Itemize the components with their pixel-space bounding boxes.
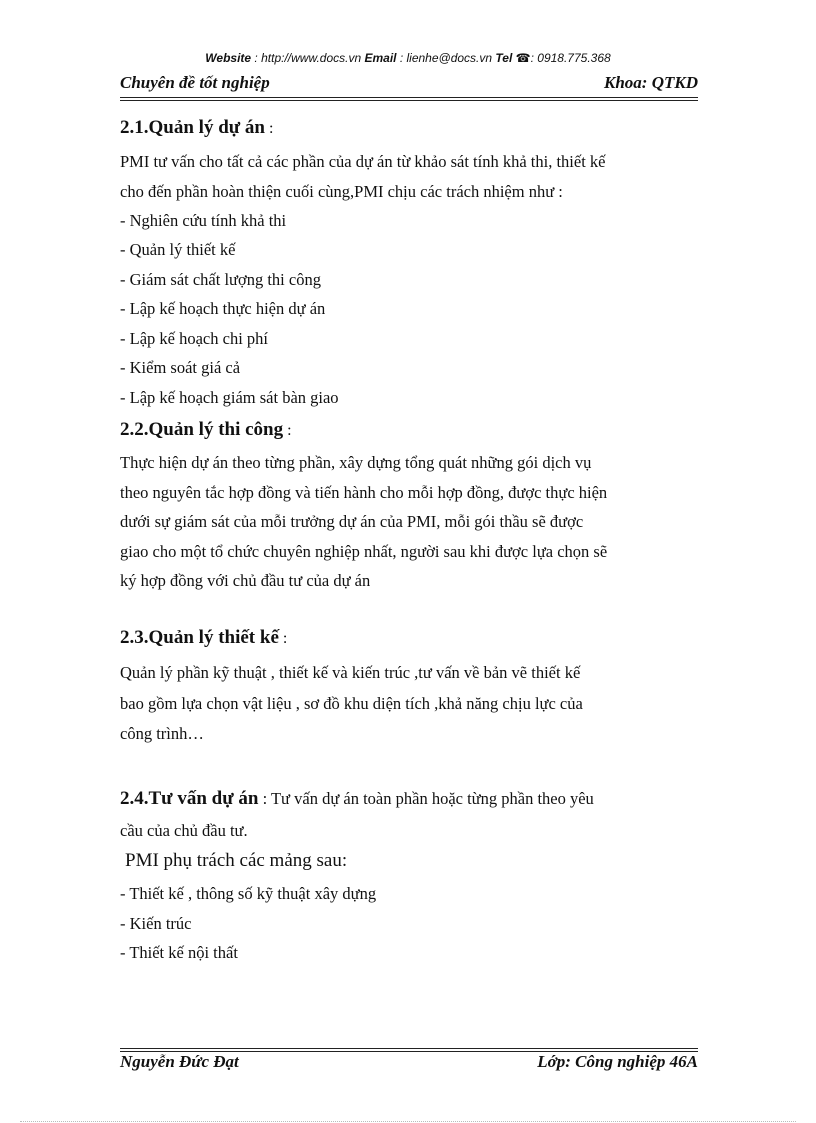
page-edge-dots — [20, 1121, 796, 1122]
paragraph-line: dưới sự giám sát của mỗi trưởng dự án của PMI, mỗi gói thầu sẽ được — [120, 512, 584, 531]
website-line — [0, 51, 816, 65]
section-heading-2-2: 2.2.Quản lý thi công : — [120, 419, 292, 440]
list-item: - Quản lý thiết kế — [120, 240, 236, 259]
section-heading-2-3: 2.3.Quản lý thiết kế : — [120, 627, 288, 648]
website-label: Website — [205, 51, 252, 65]
paragraph-line: Quản lý phần kỹ thuật , thiết kế và kiến trúc ,tư vấn về bản vẽ thiết kế — [120, 663, 581, 682]
paragraph-line: theo nguyên tắc hợp đồng và tiến hành cho mỗi hợp đồng, được thực hiện — [120, 483, 608, 502]
list-item: - Nghiên cứu tính khả thi — [120, 211, 287, 230]
footer-divider — [120, 1048, 698, 1049]
tel-label: Tel — [495, 51, 513, 65]
phone-icon: ☎ — [515, 51, 531, 65]
paragraph-line: giao cho một tổ chức chuyên nghiệp nhất, người sau khi được lựa chọn sẽ — [120, 542, 608, 561]
paragraph-line: PMI tư vấn cho tất cả các phần của dự án từ khảo sát tính khả thi, thiết kế — [120, 152, 606, 171]
list-item: - Thiết kế nội thất — [120, 943, 238, 962]
paragraph-line: bao gồm lựa chọn vật liệu , sơ đồ khu diện tích ,khả năng chịu lực của — [120, 694, 583, 713]
paragraph-line: Thực hiện dự án theo từng phần, xây dựng tổng quát những gói dịch vụ — [120, 453, 592, 472]
tel-number: : 0918.775.368 — [530, 51, 611, 65]
footer-author: Nguyễn Đức Đạt — [120, 1052, 239, 1071]
header-topic: Chuyên đề tốt nghiệp — [120, 73, 270, 92]
website-url[interactable]: : http://www.docs.vn — [251, 51, 365, 65]
paragraph-line: cho đến phần hoàn thiện cuối cùng,PMI chịu các trách nhiệm như : — [120, 182, 563, 201]
list-item: - Lập kế hoạch thực hiện dự án — [120, 299, 326, 318]
paragraph-line: cầu của chủ đầu tư. — [120, 821, 248, 840]
list-item: - Thiết kế , thông số kỹ thuật xây dựng — [120, 884, 377, 903]
paragraph-line: ký hợp đồng với chủ đầu tư của dự án — [120, 571, 371, 590]
header-faculty: Khoa: QTKD — [604, 73, 698, 92]
footer-class: Lớp: Công nghiệp 46A — [537, 1052, 698, 1071]
email-label: Email — [364, 51, 397, 65]
page-header — [120, 73, 698, 98]
list-item: - Kiểm soát giá cả — [120, 358, 241, 377]
list-item: - Lập kế hoạch giám sát bàn giao — [120, 388, 339, 407]
page-footer — [120, 1052, 698, 1076]
section-heading-2-1: 2.1.Quản lý dự án : — [120, 117, 274, 138]
email-address[interactable]: : lienhe@docs.vn — [396, 51, 496, 65]
pmi-responsibilities: PMI phụ trách các mảng sau: — [125, 850, 348, 871]
paragraph-line: công trình… — [120, 724, 204, 743]
list-item: - Kiến trúc — [120, 914, 192, 933]
list-item: - Lập kế hoạch chi phí — [120, 329, 268, 348]
list-item: - Giám sát chất lượng thi công — [120, 270, 321, 289]
section-heading-2-4: 2.4.Tư vấn dự án : Tư vấn dự án toàn phần hoặc từng phần theo yêu — [120, 788, 594, 809]
header-divider — [120, 100, 698, 101]
